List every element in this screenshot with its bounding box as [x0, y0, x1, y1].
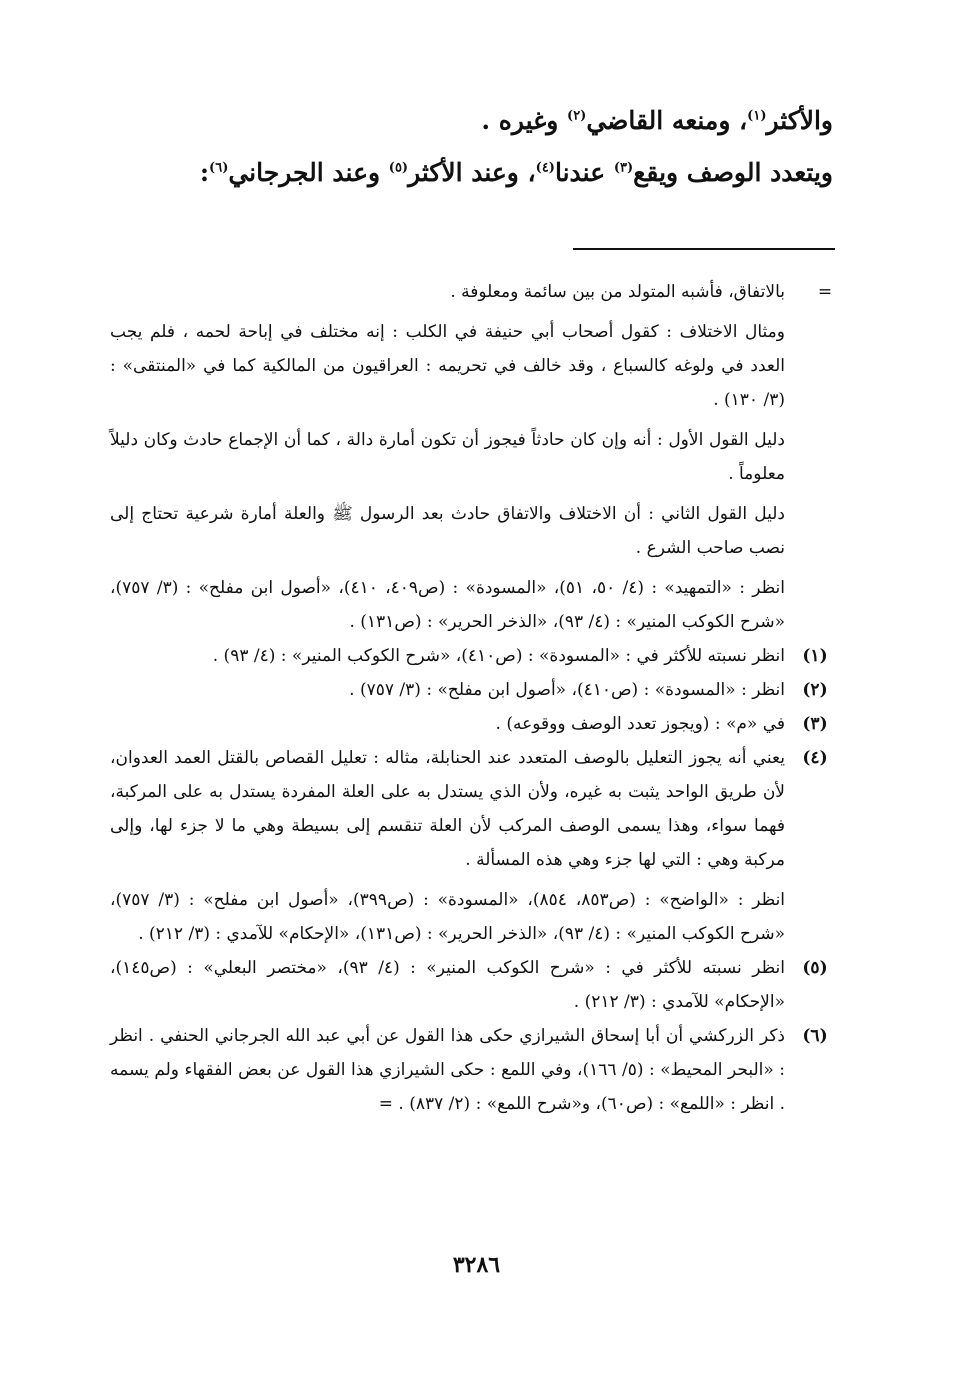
- footnote-ref[interactable]: (٥): [388, 160, 409, 176]
- footnote-2: [110, 673, 835, 707]
- footnote-continuation-body: [110, 275, 785, 639]
- main-text: [120, 95, 833, 199]
- text-segment: والأكثر: [766, 106, 833, 135]
- page-number: ٣٢٨٦: [452, 1252, 501, 1278]
- continuation-mark: =: [817, 282, 833, 302]
- footnote-continuation: [110, 275, 835, 639]
- footnote-ref[interactable]: (٤): [535, 160, 555, 176]
- footnote-number: (٦): [802, 1026, 828, 1046]
- footnote-body: [110, 673, 785, 707]
- footnote-body: [110, 951, 785, 1019]
- footnote-paragraph: يعني أنه يجوز التعليل بالوصف المتعدد عند الحنابلة، مثاله : تعليل القصاص بالقتل العمد العدوان، لأن طريق الواحد يثبت به غيره، ولأن الذي يستدل به على العلة المفردة يستدل به على المركبة، فهما سواء، وهذا يسمى الوصف المركب لأن العلة تنقسم إلى بسيطة وهي ما لا جزء لها، وإلى مركبة وهي : التي لها جزء وهي هذه المسألة .: [110, 748, 785, 870]
- footnote-paragraph: ذكر الزركشي أن أبا إسحاق الشيرازي حكى هذا القول عن أبي عبد الله الجرجاني الحنفي . انظر : «البحر المحيط» : (٥/ ١٦٦)، وفي اللمع : حكى الشيرازي هذا القول عن بعض الفقهاء ولم يسمه . انظر : «اللمع» : (ص٦٠)، و«شرح اللمع» : (٢/ ٨٣٧) . =: [110, 1026, 785, 1114]
- footnote-body: [110, 741, 785, 951]
- footnote-paragraph: انظر نسبته للأكثر في : «المسودة» : (ص٤١٠)، «شرح الكوكب المنير» : (٤/ ٩٣) .: [212, 646, 785, 666]
- footnote-number: (٥): [802, 958, 828, 978]
- main-text-line-2: [120, 147, 833, 199]
- footnote-paragraph: بالاتفاق، فأشبه المتولد من بين سائمة ومعلوفة .: [450, 282, 785, 302]
- main-text-line-1: [120, 95, 833, 147]
- footnote-separator: [573, 248, 835, 250]
- footnote-1: [110, 639, 835, 673]
- footnote-paragraph: انظر : «المسودة» : (ص٤١٠)، «أصول ابن مفلح» : (٣/ ٧٥٧) .: [349, 680, 785, 700]
- footnote-6: [110, 1019, 835, 1121]
- text-segment: ويتعدد الوصف ويقع: [633, 158, 833, 187]
- footnote-number: (٤): [802, 748, 828, 768]
- footnotes-section: [110, 275, 835, 1121]
- footnote-ref[interactable]: (١): [747, 108, 767, 124]
- text-segment: ، وعند الأكثر: [408, 158, 536, 187]
- footnote-5: [110, 951, 835, 1019]
- footnote-paragraph: دليل القول الثاني : أن الاختلاف والاتفاق حادث بعد الرسول ﷺ والعلة أمارة شرعية تحتاج إلى نصب صاحب الشرع .: [110, 504, 785, 558]
- footnote-number: (١): [802, 646, 828, 666]
- footnote-paragraph: انظر نسبته للأكثر في : «شرح الكوكب المنير» : (٤/ ٩٣)، «مختصر البعلي» : (ص١٤٥)، «الإحكام» للآمدي : (٣/ ٢١٢) .: [110, 958, 785, 1012]
- footnote-paragraph: ومثال الاختلاف : كقول أصحاب أبي حنيفة في الكلب : إنه مختلف في إباحة لحمه ، فلم يجب العدد في ولوغه كالسباع ، وقد خالف في تحريمه : العراقيون من المالكية كما في «المنتقى» : (٣/ ١٣٠) .: [110, 322, 785, 410]
- text-segment: ، ومنعه القاضي: [586, 106, 748, 135]
- footnote-number: (٢): [802, 680, 828, 700]
- footnote-paragraph: انظر : «التمهيد» : (٤/ ٥٠، ٥١)، «المسودة» : (ص٤٠٩، ٤١٠)، «أصول ابن مفلح» : (٣/ ٧٥٧)، «شرح الكوكب المنير» : (٤/ ٩٣)، «الذخر الحرير» : (ص١٣١) .: [110, 578, 785, 632]
- footnote-paragraph: في «م» : (ويجوز تعدد الوصف ووقوعه) .: [495, 714, 785, 734]
- footnote-3: [110, 707, 835, 741]
- footnote-ref[interactable]: (٣): [613, 160, 634, 176]
- text-segment: وعند الجرجاني: [228, 158, 389, 187]
- footnote-body: [110, 639, 785, 673]
- text-segment: عندنا: [554, 158, 614, 187]
- footnote-ref[interactable]: (٦): [209, 160, 229, 176]
- footnote-body: [110, 707, 785, 741]
- footnote-number: (٣): [802, 714, 828, 734]
- footnote-body: [110, 1019, 785, 1121]
- text-segment: وغيره .: [481, 106, 568, 135]
- footnote-paragraph: انظر : «الواضح» : (ص٨٥٣، ٨٥٤)، «المسودة» : (ص٣٩٩)، «أصول ابن مفلح» : (٣/ ٧٥٧)، «شرح الكوكب المنير» : (٤/ ٩٣)، «الذخر الحرير» : (ص١٣١)، «الإحكام» للآمدي : (٣/ ٢١٢) .: [110, 890, 786, 944]
- footnote-4: [110, 741, 835, 951]
- footnote-paragraph: دليل القول الأول : أنه وإن كان حادثاً فيجوز أن تكون أمارة دالة ، كما أن الإجماع حادث وكان دليلاً معلوماً .: [110, 430, 785, 484]
- footnote-ref[interactable]: (٢): [567, 108, 587, 124]
- text-segment: :: [199, 158, 210, 187]
